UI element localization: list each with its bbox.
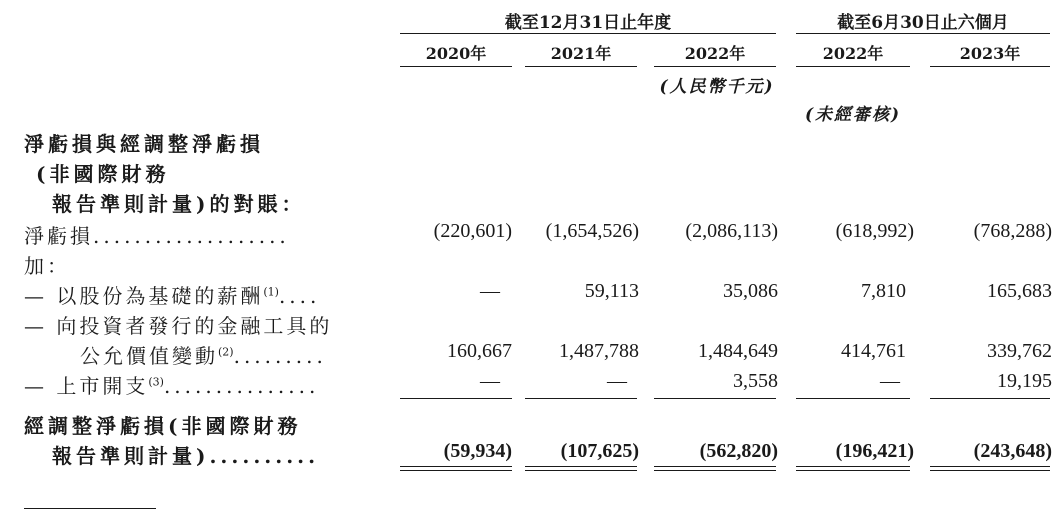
row-label-fair-value-line2 <box>80 340 327 369</box>
listing-2022: 3,558 <box>733 370 778 392</box>
footnote-ref-3: (3) <box>148 375 164 389</box>
subtotal-rule-2020 <box>400 398 512 399</box>
year-header-2020: 2020年 <box>425 44 487 63</box>
share-comp-2021: 59,113 <box>584 280 639 302</box>
unaudited-note: (未經審核) <box>804 105 902 125</box>
share-comp-2022-h1: 7,810 <box>861 280 906 302</box>
listing-2020: — <box>480 370 500 392</box>
total-rule-2022 <box>654 466 776 471</box>
year-header-2023-h1: 2023年 <box>959 44 1021 63</box>
listing-2022-h1: — <box>880 370 900 392</box>
adjusted-2022-h1: (196,421) <box>835 440 914 462</box>
subtotal-rule-2023-h1 <box>930 398 1050 399</box>
fair-value-2022-h1: 414,761 <box>841 340 906 362</box>
fair-value-label: 公允價值變動 <box>80 344 218 368</box>
leader-dots: .......... <box>209 444 320 468</box>
listing-2021: — <box>607 370 627 392</box>
group-header-year-end: 截至12月31日止年度 <box>504 13 672 33</box>
section-title-line3: 報告準則計量)的對賬： <box>52 192 306 216</box>
leader-dots: .... <box>278 284 321 308</box>
share-comp-2020: — <box>480 280 500 302</box>
leader-dots: ................... <box>93 224 290 248</box>
footnote-separator <box>24 508 156 509</box>
adjusted-2020: (59,934) <box>443 440 512 462</box>
total-rule-2022-h1 <box>796 466 910 471</box>
year-header-2022: 2022年 <box>684 44 746 63</box>
row-label-adjusted-line2 <box>52 440 319 469</box>
subtotal-rule-2022 <box>654 398 776 399</box>
net-loss-2022-h1: (618,992) <box>835 220 914 242</box>
net-loss-2023-h1: (768,288) <box>973 220 1052 242</box>
share-comp-2022: 35,086 <box>723 280 778 302</box>
row-label-add: 加： <box>24 254 70 278</box>
adjusted-2023-h1: (243,648) <box>973 440 1052 462</box>
adjusted-2022: (562,820) <box>699 440 778 462</box>
year-rule-2023-h1 <box>930 66 1050 67</box>
net-loss-2020: (220,601) <box>433 220 512 242</box>
subtotal-rule-2022-h1 <box>796 398 910 399</box>
adjusted-2021: (107,625) <box>560 440 639 462</box>
group-rule-six-months <box>796 33 1050 34</box>
row-label-fair-value-line1: — 向投資者發行的金融工具的 <box>24 314 333 338</box>
group-rule-year-end <box>400 33 776 34</box>
group-header-six-months: 截至6月30日止六個月 <box>837 13 1009 33</box>
year-rule-2022-h1 <box>796 66 910 67</box>
row-label-adjusted-line1: 經調整淨虧損(非國際財務 <box>24 414 302 438</box>
total-rule-2023-h1 <box>930 466 1050 471</box>
currency-note: (人民幣千元) <box>659 77 775 97</box>
total-rule-2021 <box>525 466 637 471</box>
leader-dots: ......... <box>233 344 327 368</box>
section-title-line2: (非國際財務 <box>36 162 170 186</box>
net-loss-2021: (1,654,526) <box>545 220 639 242</box>
fair-value-2022: 1,484,649 <box>698 340 778 362</box>
footnote-ref-1: (1) <box>263 285 279 299</box>
year-rule-2021 <box>525 66 637 67</box>
listing-label: — 上市開支 <box>24 374 149 398</box>
year-header-2021: 2021年 <box>550 44 612 63</box>
share-comp-2023-h1: 165,683 <box>987 280 1052 302</box>
row-label-net-loss <box>24 220 290 249</box>
subtotal-rule-2021 <box>525 398 637 399</box>
section-title-line1: 淨虧損與經調整淨虧損 <box>24 132 264 156</box>
net-loss-2022: (2,086,113) <box>685 220 778 242</box>
year-header-2022-h1: 2022年 <box>822 44 884 63</box>
fair-value-2020: 160,667 <box>447 340 512 362</box>
year-rule-2022 <box>654 66 776 67</box>
footnote-ref-2: (2) <box>218 345 234 359</box>
share-comp-label: — 以股份為基礎的薪酬 <box>24 284 264 308</box>
total-rule-2020 <box>400 466 512 471</box>
fair-value-2021: 1,487,788 <box>559 340 639 362</box>
row-label-share-comp <box>24 280 320 309</box>
net-loss-label: 淨虧損 <box>24 224 93 248</box>
fair-value-2023-h1: 339,762 <box>987 340 1052 362</box>
listing-2023-h1: 19,195 <box>997 370 1052 392</box>
leader-dots: ............... <box>163 374 320 398</box>
adjusted-label: 報告準則計量) <box>52 444 210 468</box>
year-rule-2020 <box>400 66 512 67</box>
row-label-listing <box>24 370 319 399</box>
